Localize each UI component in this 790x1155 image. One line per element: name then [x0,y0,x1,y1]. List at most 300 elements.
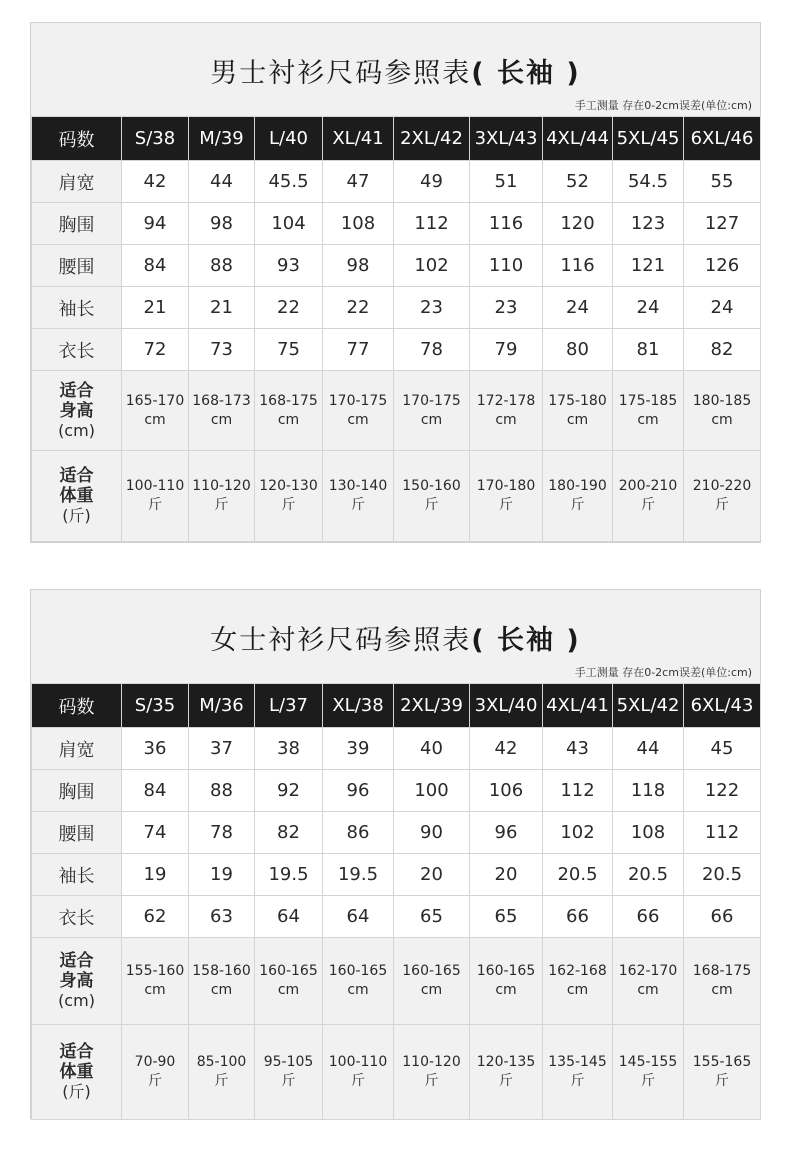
row-label-stack [32,381,121,441]
row-label [32,1025,122,1120]
fit-cell-stack [684,392,760,430]
table-cell: 45 [684,728,761,770]
fit-range: 165-170 [125,392,185,409]
table-cell: 22 [255,287,323,329]
row-label-line: 适合 [59,466,94,486]
table-cell: 82 [684,329,761,371]
fit-cell-stack [613,477,683,515]
fit-cell-stack [189,962,254,1000]
fit-range: 160-165 [402,963,461,979]
table-cell: 19.5 [255,854,323,896]
table-cell: 54.5 [613,161,684,203]
table-cell: 88 [189,245,255,287]
fit-unit: 斤 [424,1073,439,1089]
table-cell: 116 [543,245,613,287]
fit-unit: cm [566,411,589,428]
size-header: M/36 [189,684,255,728]
fit-unit: cm [277,982,300,998]
row-label: 衣长 [32,329,122,371]
header-label: 码数 [32,684,122,728]
fit-cell [684,371,761,451]
fit-cell [684,451,761,542]
table-cell: 36 [122,728,189,770]
row-label-line: 体重 [59,1062,94,1082]
fit-unit: cm [495,411,517,428]
size-header: 5XL/42 [613,684,684,728]
table-cell: 84 [122,245,189,287]
fit-cell-stack [189,392,254,430]
fit-unit: 斤 [715,497,729,513]
men-size-chart [30,22,761,543]
row-label [32,371,122,451]
fit-range: 120-135 [476,1054,536,1070]
fit-range: 172-178 [476,392,536,409]
fit-range: 155-165 [692,1054,752,1070]
table-cell: 44 [613,728,684,770]
fit-cell [255,371,323,451]
table-cell: 98 [323,245,394,287]
fit-unit: 斤 [570,1073,585,1089]
table-row [32,245,761,287]
fit-cell-stack [613,392,683,430]
size-header: 6XL/43 [684,684,761,728]
fit-unit: 斤 [281,497,296,513]
row-label [32,938,122,1025]
fit-cell [323,938,394,1025]
table-cell: 21 [122,287,189,329]
row-label: 袖长 [32,287,122,329]
fit-unit: cm [711,411,733,428]
fit-range: 200-210 [618,478,678,494]
fit-range: 120-130 [259,478,318,494]
size-header: 2XL/39 [394,684,470,728]
chart-title-text: 男士衬衫尺码参照表 [210,58,472,89]
fit-cell [122,451,189,542]
table-cell: 94 [122,203,189,245]
table-cell: 77 [323,329,394,371]
row-label: 胸围 [32,203,122,245]
fit-unit: cm [637,982,659,998]
table-cell: 122 [684,770,761,812]
fit-cell-stack [613,962,683,1000]
table-cell: 78 [394,329,470,371]
table-header-row [32,117,761,161]
table-cell: 79 [470,329,543,371]
fit-cell-stack [122,1053,188,1091]
fit-unit: 斤 [281,1073,296,1089]
fit-range: 100-110 [328,1054,388,1070]
row-label-stack [32,1042,121,1102]
table-cell: 40 [394,728,470,770]
row-label-unit: (斤) [62,506,91,525]
fit-range: 110-120 [192,478,251,494]
fit-unit: 斤 [148,497,162,513]
fit-cell-stack [394,477,469,515]
table-cell: 127 [684,203,761,245]
size-header: 3XL/40 [470,684,543,728]
table-row [32,896,761,938]
table-cell: 118 [613,770,684,812]
fit-unit: cm [210,411,233,428]
table-cell: 106 [470,770,543,812]
fit-range: 150-160 [402,478,461,494]
table-cell: 20.5 [684,854,761,896]
fit-cell-stack [255,962,322,1000]
fit-cell-stack [323,392,393,430]
table-cell: 42 [470,728,543,770]
row-label-line: 体重 [59,486,94,506]
size-header: 4XL/41 [543,684,613,728]
row-label: 肩宽 [32,728,122,770]
fit-unit: 斤 [214,497,229,513]
fit-cell [470,371,543,451]
fit-unit: cm [144,411,166,428]
fit-cell-stack [122,962,188,1000]
fit-unit: 斤 [351,1073,365,1089]
table-cell: 73 [189,329,255,371]
fit-cell [394,938,470,1025]
fit-cell [189,451,255,542]
fit-cell [255,451,323,542]
fit-range: 168-175 [692,963,752,979]
fit-cell-stack [323,1053,393,1091]
row-label: 肩宽 [32,161,122,203]
table-cell: 72 [122,329,189,371]
row-label: 腰围 [32,245,122,287]
fit-cell [613,371,684,451]
fit-cell [323,1025,394,1120]
table-cell: 126 [684,245,761,287]
fit-cell [122,938,189,1025]
fit-cell-stack [255,392,322,430]
fit-cell-stack [323,962,393,1000]
table-row [32,728,761,770]
table-cell: 88 [189,770,255,812]
fit-cell [394,371,470,451]
table-cell: 116 [470,203,543,245]
fit-unit: cm [347,411,369,428]
table-cell: 93 [255,245,323,287]
fit-cell [470,1025,543,1120]
table-cell: 42 [122,161,189,203]
fit-unit: 斤 [424,497,439,513]
fit-cell-stack [255,1053,322,1091]
table-cell: 82 [255,812,323,854]
size-header: L/40 [255,117,323,161]
table-cell: 55 [684,161,761,203]
fit-range: 85-100 [196,1054,247,1070]
table-cell: 62 [122,896,189,938]
table-cell: 64 [323,896,394,938]
fit-cell [189,1025,255,1120]
row-label-stack [32,951,121,1011]
fit-cell [613,1025,684,1120]
size-header: 2XL/42 [394,117,470,161]
fit-cell-stack [684,1053,760,1091]
fit-range: 175-180 [548,392,607,409]
fit-range: 160-165 [476,963,536,979]
fit-cell-stack [122,477,188,515]
table-cell: 64 [255,896,323,938]
table-cell: 20 [394,854,470,896]
fit-unit: cm [495,982,517,998]
table-cell: 112 [543,770,613,812]
chart-title [31,51,760,90]
fit-cell-stack [255,477,322,515]
fit-unit: cm [144,982,166,998]
table-cell: 45.5 [255,161,323,203]
table-cell: 19.5 [323,854,394,896]
table-cell: 112 [394,203,470,245]
table-cell: 38 [255,728,323,770]
fit-cell [122,371,189,451]
table-row [32,812,761,854]
table-cell: 51 [470,161,543,203]
fit-cell [323,371,394,451]
table-cell: 21 [189,287,255,329]
fit-range: 180-185 [692,392,752,409]
fit-cell [394,451,470,542]
fit-range: 110-120 [402,1054,461,1070]
table-cell: 19 [122,854,189,896]
fit-unit: 斤 [214,1073,229,1089]
row-label-stack [32,466,121,526]
fit-cell [189,371,255,451]
fit-unit: 斤 [499,1073,513,1089]
table-row [32,161,761,203]
fit-range: 175-185 [618,392,678,409]
fit-unit: cm [210,982,233,998]
fit-cell [255,1025,323,1120]
table-cell: 43 [543,728,613,770]
fit-range: 160-165 [259,963,318,979]
fit-cell-stack [323,477,393,515]
table-cell: 102 [394,245,470,287]
table-cell: 44 [189,161,255,203]
table-cell: 74 [122,812,189,854]
table-row [32,329,761,371]
table-cell: 121 [613,245,684,287]
table-cell: 92 [255,770,323,812]
fit-unit: cm [566,982,589,998]
size-header: S/35 [122,684,189,728]
table-cell: 98 [189,203,255,245]
chart-title-sleeve: ( 长袖 ) [471,625,581,656]
table-cell: 86 [323,812,394,854]
fit-cell-stack [543,962,612,1000]
table-cell: 47 [323,161,394,203]
fit-cell [255,938,323,1025]
table-cell: 20 [470,854,543,896]
row-label-unit: (cm) [58,420,95,440]
table-cell: 65 [470,896,543,938]
fit-cell [394,1025,470,1120]
table-cell: 96 [470,812,543,854]
fit-height-row [32,938,761,1025]
fit-range: 170-180 [476,478,536,494]
fit-weight-row [32,451,761,542]
row-label: 袖长 [32,854,122,896]
table-cell: 108 [613,812,684,854]
row-label: 衣长 [32,896,122,938]
fit-range: 180-190 [548,478,607,494]
fit-unit: cm [711,982,733,998]
fit-cell-stack [684,962,760,1000]
table-cell: 24 [684,287,761,329]
measurement-note: 手工测量 存在0-2cm误差(单位:cm) [574,99,752,112]
fit-cell [543,451,613,542]
size-header: XL/38 [323,684,394,728]
table-row [32,203,761,245]
fit-cell-stack [394,392,469,430]
row-label [32,451,122,542]
table-cell: 80 [543,329,613,371]
fit-range: 168-173 [192,392,251,409]
fit-range: 170-175 [328,392,388,409]
chart-title-text: 女士衬衫尺码参照表 [210,625,472,656]
table-cell: 23 [394,287,470,329]
fit-unit: 斤 [641,497,655,513]
fit-cell [613,451,684,542]
fit-range: 162-170 [618,963,678,979]
table-cell: 66 [613,896,684,938]
fit-cell-stack [543,392,612,430]
table-cell: 78 [189,812,255,854]
header-label: 码数 [32,117,122,161]
table-row [32,854,761,896]
table-cell: 39 [323,728,394,770]
fit-cell-stack [189,1053,254,1091]
fit-cell-stack [470,477,542,515]
size-table [31,116,761,542]
fit-cell-stack [122,392,188,430]
fit-unit: 斤 [351,497,365,513]
table-cell: 66 [684,896,761,938]
fit-cell [122,1025,189,1120]
fit-range: 100-110 [125,478,185,494]
fit-cell-stack [189,477,254,515]
row-label-line: 身高 [59,400,94,421]
table-cell: 110 [470,245,543,287]
fit-unit: 斤 [148,1073,162,1089]
table-cell: 23 [470,287,543,329]
fit-unit: cm [637,411,659,428]
table-cell: 49 [394,161,470,203]
fit-unit: 斤 [499,497,513,513]
fit-cell-stack [470,1053,542,1091]
table-cell: 20.5 [543,854,613,896]
fit-range: 155-160 [125,963,185,979]
fit-range: 130-140 [328,478,388,494]
fit-unit: 斤 [715,1073,729,1089]
fit-cell-stack [394,962,469,1000]
fit-unit: cm [420,982,443,998]
fit-range: 70-90 [134,1054,176,1070]
size-header: S/38 [122,117,189,161]
table-cell: 96 [323,770,394,812]
fit-cell [189,938,255,1025]
table-cell: 112 [684,812,761,854]
fit-range: 162-168 [548,963,607,979]
fit-cell [543,1025,613,1120]
table-cell: 20.5 [613,854,684,896]
size-header: M/39 [189,117,255,161]
fit-cell-stack [470,392,542,430]
fit-range: 145-155 [618,1054,678,1070]
fit-cell-stack [543,1053,612,1091]
row-label-line: 身高 [59,971,94,991]
measurement-note: 手工测量 存在0-2cm误差(单位:cm) [574,666,752,679]
fit-cell-stack [543,477,612,515]
fit-cell [543,371,613,451]
fit-range: 158-160 [192,963,251,979]
row-label-line: 适合 [59,380,94,401]
table-cell: 24 [613,287,684,329]
size-header: 3XL/43 [470,117,543,161]
fit-unit: 斤 [570,497,585,513]
table-cell: 90 [394,812,470,854]
table-cell: 37 [189,728,255,770]
table-cell: 84 [122,770,189,812]
table-row [32,770,761,812]
size-header: 4XL/44 [543,117,613,161]
table-cell: 81 [613,329,684,371]
size-table [31,683,761,1120]
table-cell: 66 [543,896,613,938]
fit-cell [613,938,684,1025]
fit-cell [323,451,394,542]
fit-weight-row [32,1025,761,1120]
row-label: 腰围 [32,812,122,854]
row-label-line: 适合 [59,1042,94,1062]
fit-range: 135-145 [548,1054,607,1070]
size-header: 6XL/46 [684,117,761,161]
fit-unit: cm [277,411,300,428]
table-header-row [32,684,761,728]
table-cell: 102 [543,812,613,854]
table-cell: 123 [613,203,684,245]
row-label-line: 适合 [59,951,94,971]
table-cell: 24 [543,287,613,329]
row-label: 胸围 [32,770,122,812]
fit-cell [470,938,543,1025]
size-header: L/37 [255,684,323,728]
fit-range: 95-105 [263,1054,314,1070]
table-cell: 104 [255,203,323,245]
fit-cell-stack [613,1053,683,1091]
women-size-chart [30,589,761,1119]
fit-range: 160-165 [328,963,388,979]
fit-cell [684,1025,761,1120]
fit-cell-stack [394,1053,469,1091]
row-label-unit: (斤) [62,1082,91,1101]
fit-cell-stack [470,962,542,1000]
fit-height-row [32,371,761,451]
fit-cell [470,451,543,542]
chart-title-sleeve: ( 长袖 ) [471,58,581,89]
table-cell: 22 [323,287,394,329]
fit-range: 210-220 [692,478,752,494]
row-label-unit: (cm) [58,991,95,1010]
table-cell: 19 [189,854,255,896]
table-cell: 75 [255,329,323,371]
fit-unit: cm [347,982,369,998]
fit-cell-stack [684,477,760,515]
table-cell: 52 [543,161,613,203]
fit-cell [543,938,613,1025]
chart-title [31,618,760,657]
table-cell: 100 [394,770,470,812]
